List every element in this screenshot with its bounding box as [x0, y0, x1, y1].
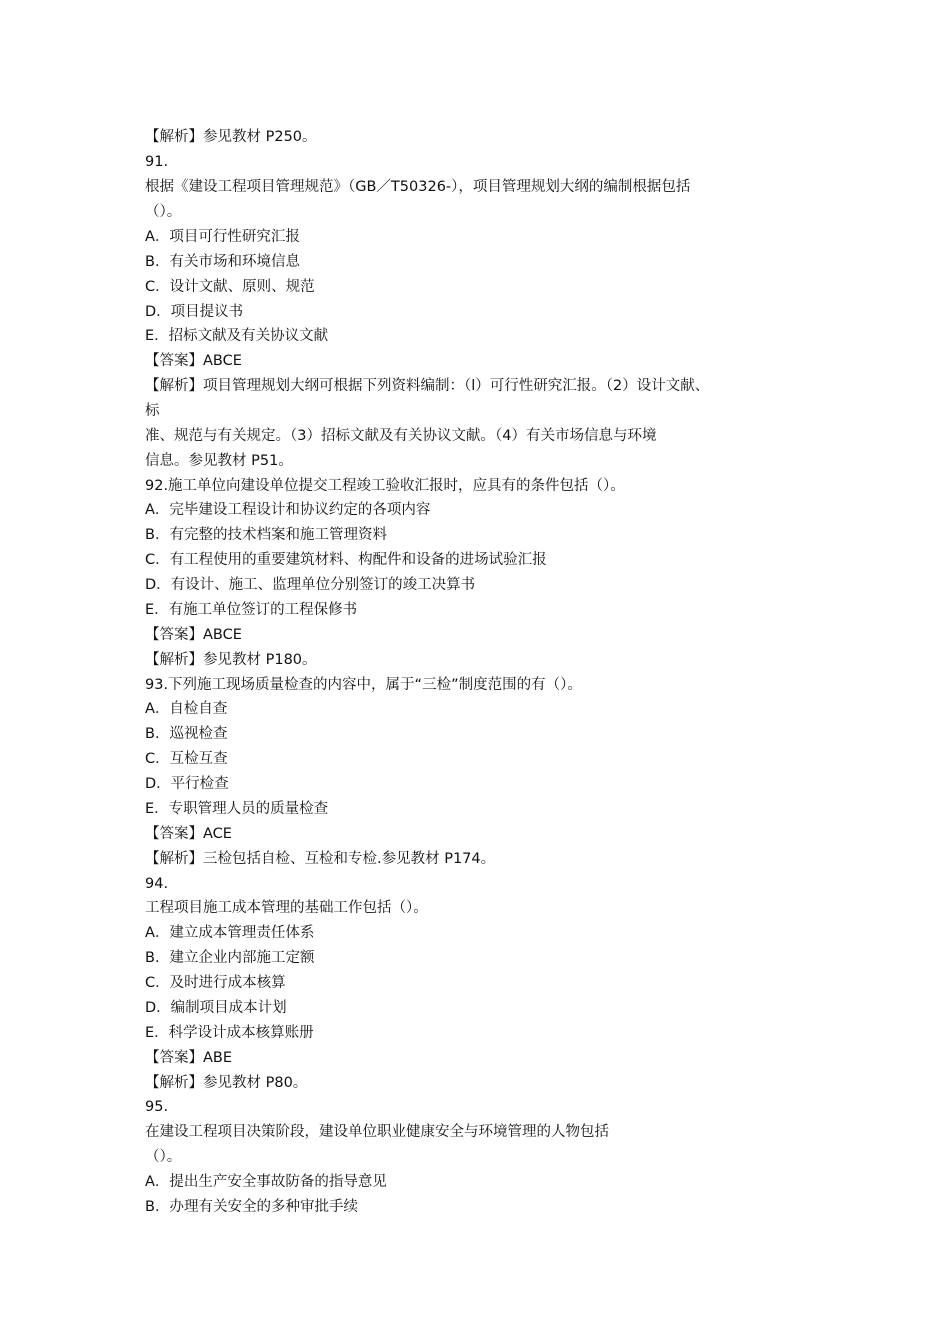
question-number: 94. [145, 876, 169, 892]
option-line: D．平行检查 [145, 776, 229, 792]
option-line: C．及时进行成本核算 [145, 975, 286, 991]
analysis-line: 【解析】参见教材 P180。 [145, 652, 317, 668]
option-line: A．项目可行性研究汇报 [145, 229, 300, 245]
option-line: A．建立成本管理责任体系 [145, 925, 315, 941]
question-text: 93.下列施工现场质量检查的内容中，属于“三检”制度范围的有（）。 [145, 677, 582, 693]
option-line: B．办理有关安全的多种审批手续 [145, 1199, 358, 1215]
question-text: 在建设工程项目决策阶段，建设单位职业健康安全与环境管理的人物包括 [145, 1124, 609, 1140]
text-line: 【解析】参见教材 P250。 [145, 129, 317, 145]
question-text: （）。 [145, 204, 182, 220]
question-text: 92.施工单位向建设单位提交工程竣工验收汇报时，应具有的条件包括（）。 [145, 478, 625, 494]
option-line: E．有施工单位签订的工程保修书 [145, 602, 358, 618]
option-line: E．专职管理人员的质量检查 [145, 801, 329, 817]
answer-line: 【答案】ABCE [145, 627, 242, 643]
analysis-line: 【解析】参见教材 P80。 [145, 1075, 308, 1091]
question-number: 91. [145, 154, 169, 170]
analysis-line: 信息。参见教材 P51。 [145, 453, 293, 469]
option-line: E．招标文献及有关协议文献 [145, 328, 329, 344]
analysis-line: 准、规范与有关规定。（3）招标文献及有关协议文献。（4）有关市场信息与环境 [145, 428, 657, 444]
question-text: （）。 [145, 1149, 182, 1165]
option-line: D．项目提议书 [145, 304, 244, 320]
option-line: D．编制项目成本计划 [145, 1000, 287, 1016]
option-line: C．有工程使用的重要建筑材料、构配件和设备的进场试验汇报 [145, 552, 547, 568]
option-line: A．提出生产安全事故防备的指导意见 [145, 1174, 387, 1190]
answer-line: 【答案】ABCE [145, 353, 242, 369]
option-line: C．设计文献、原则、规范 [145, 279, 315, 295]
answer-line: 【答案】ABE [145, 1050, 233, 1066]
analysis-line: 标 [145, 403, 160, 419]
option-line: D．有设计、施工、监理单位分别签订的竣工决算书 [145, 577, 476, 593]
question-number: 95. [145, 1099, 169, 1115]
option-line: B．有关市场和环境信息 [145, 254, 300, 270]
analysis-line: 【解析】项目管理规划大纲可根据下列资料编制：（l）可行性研究汇报。（2）设计文献、 [145, 378, 710, 394]
option-line: B．有完整的技术档案和施工管理资料 [145, 527, 387, 543]
option-line: A．完毕建设工程设计和协议约定的各项内容 [145, 502, 431, 518]
analysis-line: 【解析】三检包括自检、互检和专检.参见教材 P174。 [145, 851, 496, 867]
question-text: 工程项目施工成本管理的基础工作包括（）。 [145, 900, 428, 916]
option-line: A．自检自查 [145, 701, 228, 717]
option-line: B．建立企业内部施工定额 [145, 950, 315, 966]
answer-line: 【答案】ACE [145, 826, 232, 842]
question-text: 根据《建设工程项目管理规范》（GB／T50326-），项目管理规划大纲的编制根据包括 [145, 179, 691, 195]
option-line: E．科学设计成本核算账册 [145, 1025, 314, 1041]
option-line: C．互检互查 [145, 751, 228, 767]
option-line: B．巡视检查 [145, 726, 228, 742]
